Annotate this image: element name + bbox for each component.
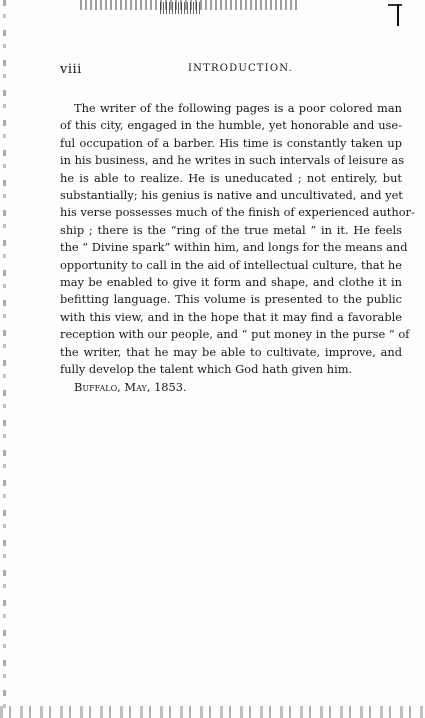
- text-line: fully develop the talent which God hath given him.: [60, 362, 353, 377]
- page-number: viii: [60, 62, 82, 77]
- text-line: reception with our people, and “ put money in the purse ” of: [60, 327, 410, 342]
- text-line: may be enabled to give it form and shape, and clothe it in: [60, 275, 402, 290]
- text-line: befitting language. This volume is presented to the public: [60, 292, 402, 307]
- text-line: in his business, and he writes in such intervals of leisure as: [60, 153, 405, 168]
- text-line: his verse possesses much of the finish of experienced author-: [60, 205, 415, 220]
- running-head: INTRODUCTION.: [188, 63, 293, 74]
- scan-artifact-top-dark: [160, 2, 200, 14]
- signoff: [60, 379, 402, 396]
- text-line: he is able to realize. He is uneducated ; not entirely, but: [60, 170, 402, 185]
- text-line: ful occupation of a barber. His time is constantly taken up: [60, 135, 402, 150]
- scan-artifact-left-edge: [3, 0, 6, 718]
- text-line: the “ Divine spark” within him, and longs for the means and: [60, 240, 408, 255]
- text-line: of this city, engaged in the humble, yet honorable and use-: [60, 118, 402, 133]
- scan-artifact-bottom-edge: [0, 706, 425, 718]
- text-line: the writer, that he may be able to cultivate, improve, and: [60, 344, 402, 359]
- text-line: ship ; there is the “ring of the true metal ” in it. He feels: [60, 222, 402, 237]
- text-line: opportunity to call in the aid of intellectual culture, that he: [60, 257, 402, 272]
- text-line: with this view, and in the hope that it may find a favorable: [60, 309, 402, 324]
- page-header: [60, 62, 390, 80]
- scan-artifact-corner: [388, 4, 402, 6]
- signoff-year: 1853.: [154, 379, 187, 394]
- text-line: The writer of the following pages is a poor colored man: [74, 101, 402, 115]
- text-line: substantially; his genius is native and uncultivated, and yet: [60, 188, 403, 203]
- introduction-paragraph: [60, 100, 415, 396]
- signoff-place: Buffalo, May,: [74, 379, 151, 394]
- scan-artifact-corner-stem: [397, 4, 399, 26]
